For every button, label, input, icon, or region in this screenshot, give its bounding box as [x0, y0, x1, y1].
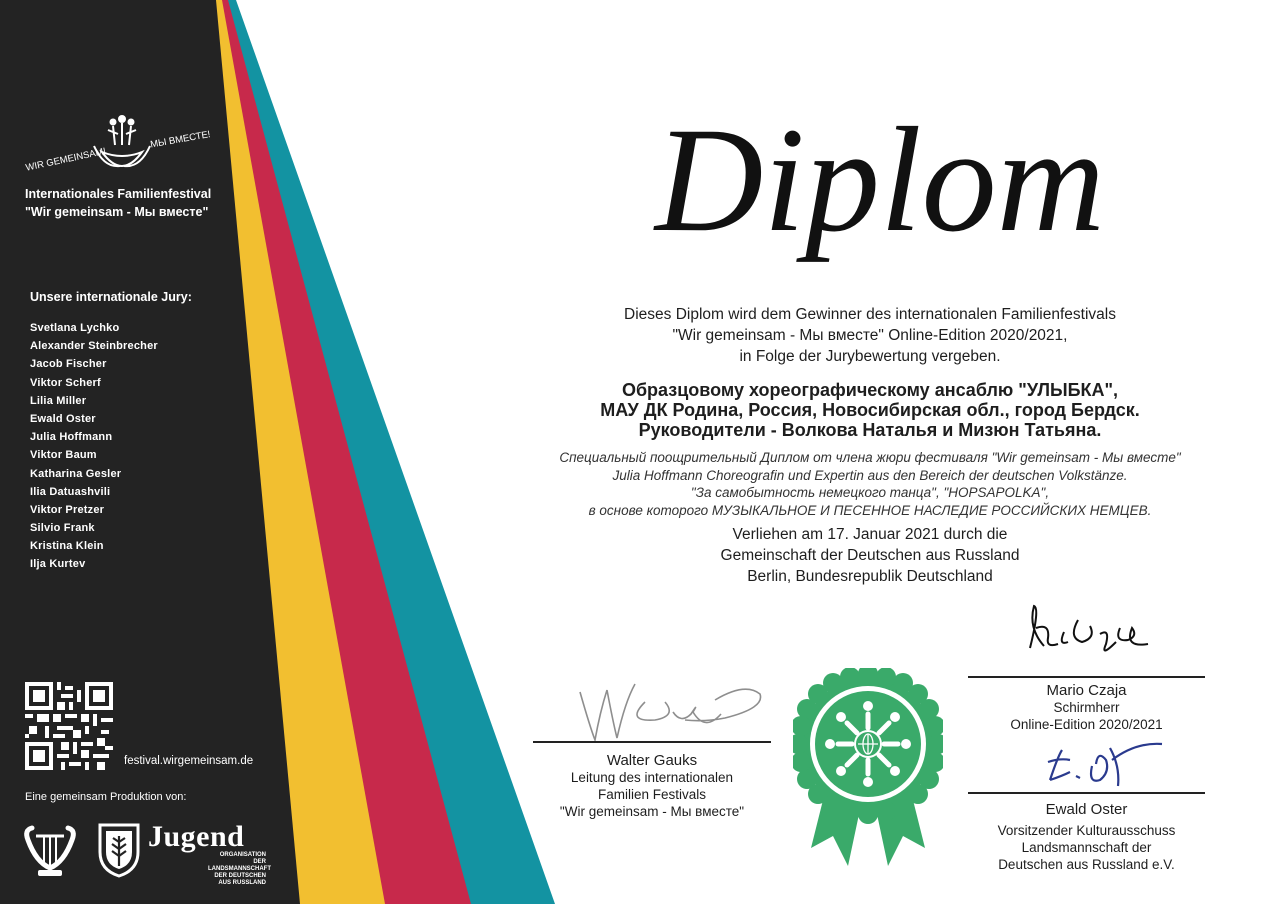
festival-title — [25, 185, 245, 221]
jury-member: Ilja Kurtev — [30, 558, 86, 571]
jugend-logo-text: Jugend — [148, 820, 245, 853]
festival-title-line-1: Internationales Familienfestival — [25, 187, 212, 201]
festival-logo — [22, 110, 222, 180]
jury-member: Viktor Baum — [30, 449, 97, 462]
jury-member: Julia Hoffmann — [30, 431, 113, 444]
signer-name: Ewald Oster — [1045, 801, 1128, 818]
diploma-title — [600, 40, 1160, 300]
signer-gauks: Walter Gauks Leitung des internationalen Familien Festivals "Wir gemeinsam - Мы вместе" — [533, 752, 771, 820]
diploma-recipient: Образцовому хореографическому ансаблю "УЛЫБКА", МАУ ДК Родина, Россия, Новосибирская обл., город Бердск. Руководители - Волкова Наталья и Мизюн Татьяна. — [600, 380, 1140, 440]
diploma-intro: Dieses Diplom wird dem Gewinner des internationalen Familienfestivals "Wir gemeinsam - Мы вместе" Online-Edition 2020/2021, in Folge der Jurybewertung vergeben. — [624, 306, 1116, 365]
jury-member: Katharina Gesler — [30, 467, 122, 480]
jugend-logo-subtitle: ORGANISATION DER LANDSMANNSCHAFT DER DEUTSCHEN AUS RUSSLAND — [208, 852, 271, 886]
festival-title-line-2: "Wir gemeinsam - Мы вместе" — [25, 205, 209, 219]
festival-website-link[interactable]: festival.wirgemeinsam.de — [124, 755, 254, 767]
signer-name: Mario Czaja — [1046, 682, 1127, 699]
people-lotus-icon — [94, 116, 150, 166]
signature-line-oster — [968, 792, 1205, 794]
signature-line-czaja — [968, 676, 1205, 678]
signature-oster — [1040, 736, 1170, 790]
diploma-special-award: Специальный поощрительный Диплом от члена жюри фестиваля "Wir gemeinsam - Мы вместе" Julia Hoffmann Choreografin und Expertin aus den Bereich der deutschen Volkstänze. "За самобытность немецкого танца", "HOPSAPOLKA", в основе которого МУЗЫКАЛЬНОЕ И ПЕСЕННОЕ НАСЛЕДИЕ РОССИЙСКИХ НЕМЦЕВ. — [559, 450, 1181, 518]
jury-member: Kristina Klein — [30, 540, 104, 553]
logo-left-text: WIR GEMEINSAM! — [24, 145, 108, 174]
production-label: Eine gemeinsam Produktion von: — [25, 791, 187, 803]
jury-heading: Unsere internationale Jury: — [30, 290, 192, 304]
jury-member: Viktor Scherf — [30, 376, 101, 389]
jugend-shield-icon — [97, 822, 141, 878]
diploma-title-text: Diplom — [655, 97, 1105, 263]
jury-list — [30, 319, 158, 574]
jury-member: Ewald Oster — [30, 412, 96, 425]
jury-member: Lilia Miller — [30, 394, 87, 407]
qr-code-icon[interactable] — [25, 682, 113, 770]
jury-member: Ilia Datuashvili — [30, 485, 111, 498]
diploma-awarded-by: Verliehen am 17. Januar 2021 durch die Gemeinschaft der Deutschen aus Russland Berlin, Bundesrepublik Deutschland — [720, 526, 1020, 585]
jury-member: Jacob Fischer — [30, 358, 107, 371]
lyre-icon — [22, 822, 78, 880]
signer-name: Walter Gauks — [606, 752, 698, 769]
jury-member: Alexander Steinbrecher — [30, 340, 158, 353]
signature-czaja — [1020, 598, 1160, 668]
award-seal-icon — [793, 668, 943, 880]
jury-member: Silvio Frank — [30, 522, 95, 535]
signature-gauks — [565, 672, 770, 746]
sidebar — [0, 0, 300, 904]
signer-oster: Ewald Oster Vorsitzender Kulturausschuss Landsmannschaft der Deutschen aus Russland e.V. — [968, 801, 1205, 873]
signer-czaja: Mario Czaja Schirmherr Online-Edition 2020/2021 — [968, 682, 1205, 733]
jury-member: Svetlana Lychko — [30, 322, 120, 334]
signature-line-gauks — [533, 741, 771, 743]
logo-right-text: МЫ ВМЕСТЕ! — [149, 129, 212, 151]
jury-member: Viktor Pretzer — [30, 503, 105, 516]
